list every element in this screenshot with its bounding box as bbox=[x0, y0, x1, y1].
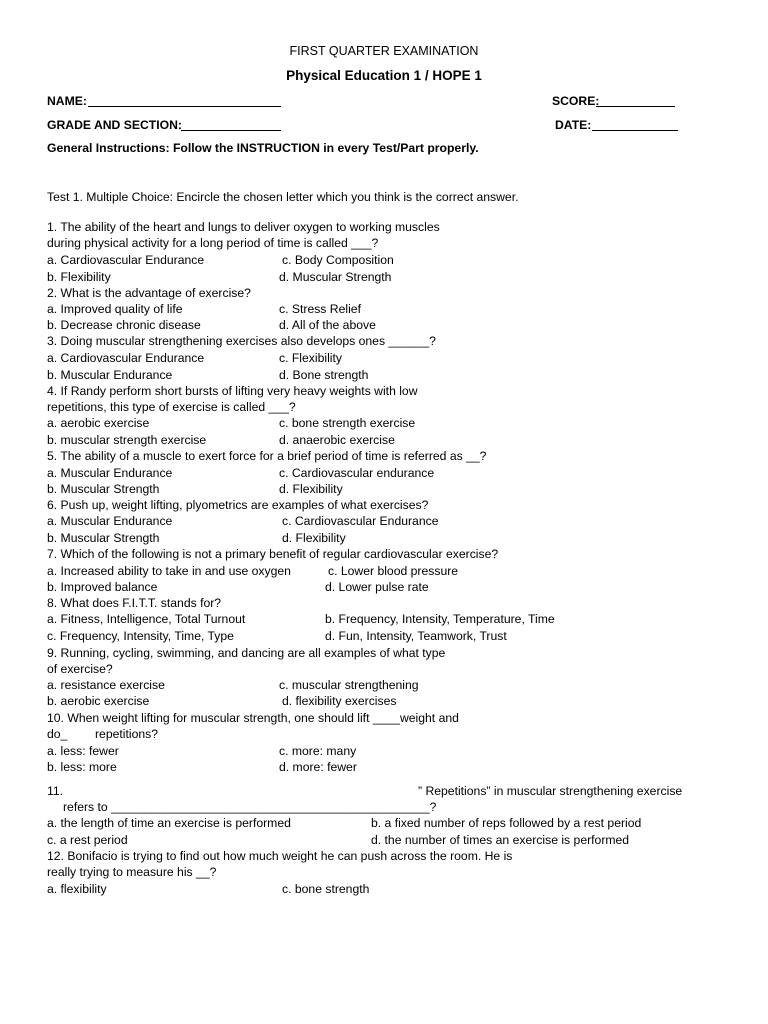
question-4-line1: 4. If Randy perform short bursts of lifting very heavy weights with low bbox=[47, 384, 418, 398]
question-11-number: 11. bbox=[47, 784, 64, 798]
subject-title: Physical Education 1 / HOPE 1 bbox=[286, 68, 482, 83]
q7-option-d[interactable]: d. Lower pulse rate bbox=[325, 580, 429, 594]
question-3: 3. Doing muscular strengthening exercises also develops ones ______? bbox=[47, 334, 436, 348]
question-4-line2: repetitions, this type of exercise is called ___? bbox=[47, 400, 296, 414]
q8-option-d[interactable]: d. Fun, Intensity, Teamwork, Trust bbox=[325, 629, 507, 643]
q6-option-c[interactable]: c. Cardiovascular Endurance bbox=[282, 514, 439, 528]
q8-option-b[interactable]: b. Frequency, Intensity, Temperature, Time bbox=[325, 612, 555, 626]
q11-option-b[interactable]: b. a fixed number of reps followed by a rest period bbox=[371, 816, 642, 830]
q4-option-c[interactable]: c. bone strength exercise bbox=[279, 416, 416, 430]
grade-section-field[interactable] bbox=[181, 130, 281, 131]
question-1-line2: during physical activity for a long period of time is called ___? bbox=[47, 236, 379, 250]
exam-title: FIRST QUARTER EXAMINATION bbox=[289, 44, 479, 58]
score-field[interactable] bbox=[596, 106, 675, 107]
name-label: NAME: bbox=[47, 94, 87, 108]
question-9-line2: of exercise? bbox=[47, 662, 113, 676]
q4-option-a[interactable]: a. aerobic exercise bbox=[47, 416, 150, 430]
question-10-line2: repetitions? bbox=[95, 727, 159, 741]
q11-option-a[interactable]: a. the length of time an exercise is performed bbox=[47, 816, 291, 830]
question-7: 7. Which of the following is not a primary benefit of regular cardiovascular exercise? bbox=[47, 547, 499, 561]
q1-option-c[interactable]: c. Body Composition bbox=[282, 253, 394, 267]
date-label: DATE: bbox=[555, 118, 592, 132]
q4-option-b[interactable]: b. muscular strength exercise bbox=[47, 433, 207, 447]
question-2: 2. What is the advantage of exercise? bbox=[47, 286, 251, 300]
question-5: 5. The ability of a muscle to exert force for a brief period of time is referred as __? bbox=[47, 449, 487, 463]
q10-option-c[interactable]: c. more: many bbox=[279, 744, 357, 758]
q11-option-d[interactable]: d. the number of times an exercise is performed bbox=[371, 833, 630, 847]
question-9-line1: 9. Running, cycling, swimming, and dancing are all examples of what type bbox=[47, 646, 446, 660]
q3-option-b[interactable]: b. Muscular Endurance bbox=[47, 368, 173, 382]
grade-section-label: GRADE AND SECTION: bbox=[47, 118, 182, 132]
q10-option-b[interactable]: b. less: more bbox=[47, 760, 117, 774]
q5-option-a[interactable]: a. Muscular Endurance bbox=[47, 466, 173, 480]
q6-option-d[interactable]: d. Flexibility bbox=[282, 531, 346, 545]
q4-option-d[interactable]: d. anaerobic exercise bbox=[279, 433, 395, 447]
question-1-line1: 1. The ability of the heart and lungs to deliver oxygen to working muscles bbox=[47, 220, 440, 234]
name-field[interactable] bbox=[88, 106, 281, 107]
question-10-do: do_ bbox=[47, 727, 68, 741]
q2-option-b[interactable]: b. Decrease chronic disease bbox=[47, 318, 201, 332]
q5-option-d[interactable]: d. Flexibility bbox=[279, 482, 343, 496]
q3-option-d[interactable]: d. Bone strength bbox=[279, 368, 369, 382]
q9-option-d[interactable]: d. flexibility exercises bbox=[282, 694, 397, 708]
q1-option-b[interactable]: b. Flexibility bbox=[47, 270, 111, 284]
q10-option-a[interactable]: a. less: fewer bbox=[47, 744, 119, 758]
general-instructions: General Instructions: Follow the INSTRUCTION in every Test/Part properly. bbox=[47, 141, 479, 155]
q12-option-c[interactable]: c. bone strength bbox=[282, 882, 370, 896]
q7-option-c[interactable]: c. Lower blood pressure bbox=[328, 564, 459, 578]
q9-option-c[interactable]: c. muscular strengthening bbox=[279, 678, 419, 692]
question-12-line2: really trying to measure his __? bbox=[47, 865, 217, 879]
q8-option-a[interactable]: a. Fitness, Intelligence, Total Turnout bbox=[47, 612, 246, 626]
q5-option-b[interactable]: b. Muscular Strength bbox=[47, 482, 160, 496]
q7-option-a[interactable]: a. Increased ability to take in and use oxygen bbox=[47, 564, 291, 578]
q1-option-d[interactable]: d. Muscular Strength bbox=[279, 270, 392, 284]
question-6: 6. Push up, weight lifting, plyometrics are examples of what exercises? bbox=[47, 498, 429, 512]
q7-option-b[interactable]: b. Improved balance bbox=[47, 580, 158, 594]
q2-option-c[interactable]: c. Stress Relief bbox=[279, 302, 361, 316]
q1-option-a[interactable]: a. Cardiovascular Endurance bbox=[47, 253, 205, 267]
q11-option-c[interactable]: c. a rest period bbox=[47, 833, 128, 847]
q6-option-b[interactable]: b. Muscular Strength bbox=[47, 531, 160, 545]
q2-option-a[interactable]: a. Improved quality of life bbox=[47, 302, 183, 316]
q9-option-b[interactable]: b. aerobic exercise bbox=[47, 694, 150, 708]
score-label: SCORE: bbox=[552, 94, 600, 108]
q2-option-d[interactable]: d. All of the above bbox=[279, 318, 376, 332]
question-11-line2: refers to _______________________________________________? bbox=[63, 800, 437, 814]
q12-option-a[interactable]: a. flexibility bbox=[47, 882, 107, 896]
test1-title: Test 1. Multiple Choice: Encircle the chosen letter which you think is the correct answer. bbox=[47, 190, 519, 204]
date-field[interactable] bbox=[592, 130, 678, 131]
q3-option-c[interactable]: c. Flexibility bbox=[279, 351, 342, 365]
q10-option-d[interactable]: d. more: fewer bbox=[279, 760, 357, 774]
question-8: 8. What does F.I.T.T. stands for? bbox=[47, 596, 222, 610]
q3-option-a[interactable]: a. Cardiovascular Endurance bbox=[47, 351, 205, 365]
question-10-line1: 10. When weight lifting for muscular strength, one should lift ____weight and bbox=[47, 711, 459, 725]
question-11-line1: ” Repetitions” in muscular strengthening exercise bbox=[418, 784, 683, 798]
q9-option-a[interactable]: a. resistance exercise bbox=[47, 678, 165, 692]
q5-option-c[interactable]: c. Cardiovascular endurance bbox=[279, 466, 435, 480]
q6-option-a[interactable]: a. Muscular Endurance bbox=[47, 514, 173, 528]
q8-option-c[interactable]: c. Frequency, Intensity, Time, Type bbox=[47, 629, 234, 643]
question-12-line1: 12. Bonifacio is trying to find out how much weight he can push across the room. He is bbox=[47, 849, 513, 863]
